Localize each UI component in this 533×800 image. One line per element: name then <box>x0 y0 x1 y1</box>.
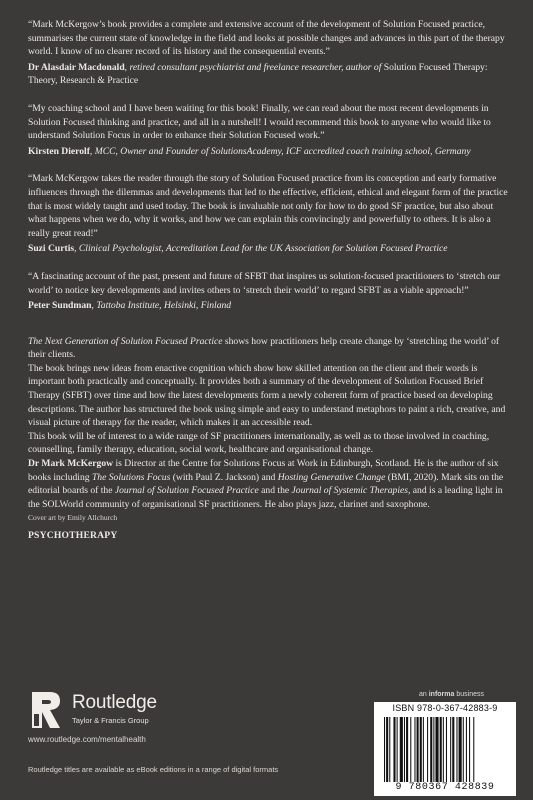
barcode-stripe <box>440 717 442 783</box>
barcode-stripe <box>400 717 403 783</box>
publisher-name: Routledge <box>72 692 157 713</box>
publisher-group: Taylor & Francis Group <box>72 716 149 725</box>
barcode-stripe <box>427 717 428 783</box>
endorsement-4 <box>28 270 510 313</box>
bio-journal-title: Journal of Solution Focused Practice <box>114 485 259 497</box>
barcode-stripe <box>410 717 411 783</box>
barcode-stripe <box>386 717 388 783</box>
barcode-stripe <box>423 717 424 783</box>
endorser-role: , Clinical Psychologist, Accreditation Lead for the UK Association for Solution Focused Practice <box>74 243 448 255</box>
bio-text: is Director at the Centre for Solutions Focus at Work in Edinburgh, Scotland. He is the author of six books including <box>28 458 499 483</box>
barcode-stripe <box>389 717 390 783</box>
barcode-stripe <box>469 717 470 783</box>
bio-book-title: Hosting Generative Change <box>277 471 386 483</box>
barcode-stripe <box>414 717 415 783</box>
isbn-label: ISBN 978-0-367-42883-9 <box>392 703 498 713</box>
endorser-role: , Tattoba Institute, Helsinki, Finland <box>91 300 232 312</box>
endorser-name: Peter Sundman <box>28 300 92 312</box>
subject-category: PSYCHOTHERAPY <box>28 530 118 542</box>
ebook-note: Routledge titles are available as eBook editions in a range of digital formats <box>28 765 279 774</box>
barcode-stripe <box>473 717 474 783</box>
endorser-book: Solution Focused Therapy: Theory, Research & Practice <box>28 61 488 87</box>
barcode-stripe <box>435 717 438 783</box>
barcode-stripe <box>384 717 385 783</box>
informa-brand: informa <box>428 691 455 698</box>
cover-art-credit: Cover art by Emily Allchurch <box>28 513 118 523</box>
endorsement-attribution <box>28 61 510 88</box>
barcode-stripe <box>450 717 451 783</box>
description-intro-text: shows how practitioners help create change by ‘stretching the world’ of their clients. <box>28 335 500 361</box>
endorsement-text: “A fascinating account of the past, present and future of SFBT that inspires us solution-focused practitioners to ‘stretch our world’ to notice key developments and invites others to ‘stretch their world’ to regard SFBT as a viable approach!” <box>28 270 501 296</box>
content-column <box>28 18 510 541</box>
bio-text: (BMI, 2020). Mark sits on the editorial boards of the <box>28 471 504 497</box>
informa-prefix: an <box>419 691 429 698</box>
description-paragraph-3: This book will be of interest to a wide range of SF practitioners internationally, as well as to those involved in coaching, counselling, family therapy, education, social work, healthcare and organisational change. <box>28 430 490 456</box>
barcode-stripe <box>406 717 408 783</box>
bio-text: and the <box>258 485 292 497</box>
informa-business-label <box>419 691 484 698</box>
routledge-emblem-icon <box>28 690 64 730</box>
author-name: Dr Mark McKergow <box>28 458 114 470</box>
barcode-stripe <box>393 717 395 783</box>
description-paragraph-2: The book brings new ideas from enactive cognition which show how skilled attention on the client and their words is important both practically and conceptually. It provides both a summary of the development of Solution Focused Brief Therapy (SFBT) over time and how the latest developments form a newly coherent form of practice based on developing descriptions. The author has structured the book using simple and easy to understand metaphors to paint a rich, creative, and visual picture of therapy for the reader, which makes it an accessible read. <box>28 362 506 429</box>
bio-book-title: The Solutions Focus <box>91 471 171 483</box>
barcode-stripe <box>430 717 432 783</box>
endorsement-text: “My coaching school and I have been waiting for this book! Finally, we can read about the most recent developments in Solution Focused thinking and practice, and all in a nutshell! I would recommend this book to anyone who would like to understand Solution Focus in order to enhance their Solution Focused work.” <box>28 102 491 142</box>
barcode-stripe <box>466 717 467 783</box>
barcode-bars <box>384 717 506 783</box>
barcode-stripe <box>459 717 462 783</box>
endorsement-1 <box>28 18 510 88</box>
endorser-name: Kirsten Dierolf <box>28 145 90 157</box>
endorsement-text: “Mark McKergow takes the reader through the story of Solution Focused practice from its conception and early formative influences through the dilemmas and developments that led to the effective, efficient, ethical and elegant form of the practice that is most widely taught and used today. The book is invaluable not only for how to do good SF practice, but also about what happens when we do, why it works, and how we can explain this convincingly and powerfully to others. It is also a really great read!” <box>28 173 508 239</box>
informa-suffix: business <box>454 691 484 698</box>
endorsement-attribution <box>28 242 510 256</box>
barcode-stripe <box>420 717 422 783</box>
endorser-name: Dr Alasdair Macdonald <box>28 61 125 73</box>
book-description <box>28 335 510 512</box>
endorsement-2 <box>28 102 510 158</box>
routledge-logo <box>28 690 178 730</box>
endorsement-3 <box>28 172 510 256</box>
endorser-role: , retired consultant psychiatrist and freelance researcher, author of <box>124 61 382 73</box>
author-bio <box>28 457 510 511</box>
endorsement-attribution <box>28 299 510 313</box>
endorser-role: , MCC, Owner and Founder of SolutionsAcademy, ICF accredited coach training school, Germany <box>89 145 471 157</box>
bio-text: , and is a leading light in the SOLWorld community of organisational SF practitioners. He also plays jazz, clarinet and saxophone. <box>28 485 503 510</box>
barcode-stripe <box>446 717 447 783</box>
barcode-stripe <box>417 717 419 783</box>
barcode-stripe <box>456 717 457 783</box>
barcode-stripe <box>433 717 434 783</box>
barcode-stripe <box>452 717 454 783</box>
endorsement-attribution <box>28 145 510 159</box>
publisher-url[interactable]: www.routledge.com/mentalhealth <box>28 735 146 744</box>
barcode-number: 9 780367 428839 <box>374 782 516 793</box>
barcode-stripe <box>443 717 444 783</box>
endorsement-text: “Mark McKergow’s book provides a complete and extensive account of the development of Solution Focused practice, summarises the current state of knowledge in the field and looks at possible changes and advances in this part of the therapy world. I know of no clearer record of its history and the consequential events.” <box>28 19 505 58</box>
barcode-stripe <box>404 717 405 783</box>
description-intro <box>28 335 510 362</box>
barcode-stripe <box>397 717 398 783</box>
bio-text: (with Paul Z. Jackson) and <box>170 471 278 483</box>
publisher-footer <box>0 684 533 800</box>
book-title: The Next Generation of Solution Focused Practice <box>28 335 223 347</box>
barcode <box>374 702 516 796</box>
endorser-name: Suzi Curtis <box>28 243 75 255</box>
barcode-stripe <box>463 717 464 783</box>
bio-journal-title: Journal of Systemic Therapies <box>291 485 408 497</box>
